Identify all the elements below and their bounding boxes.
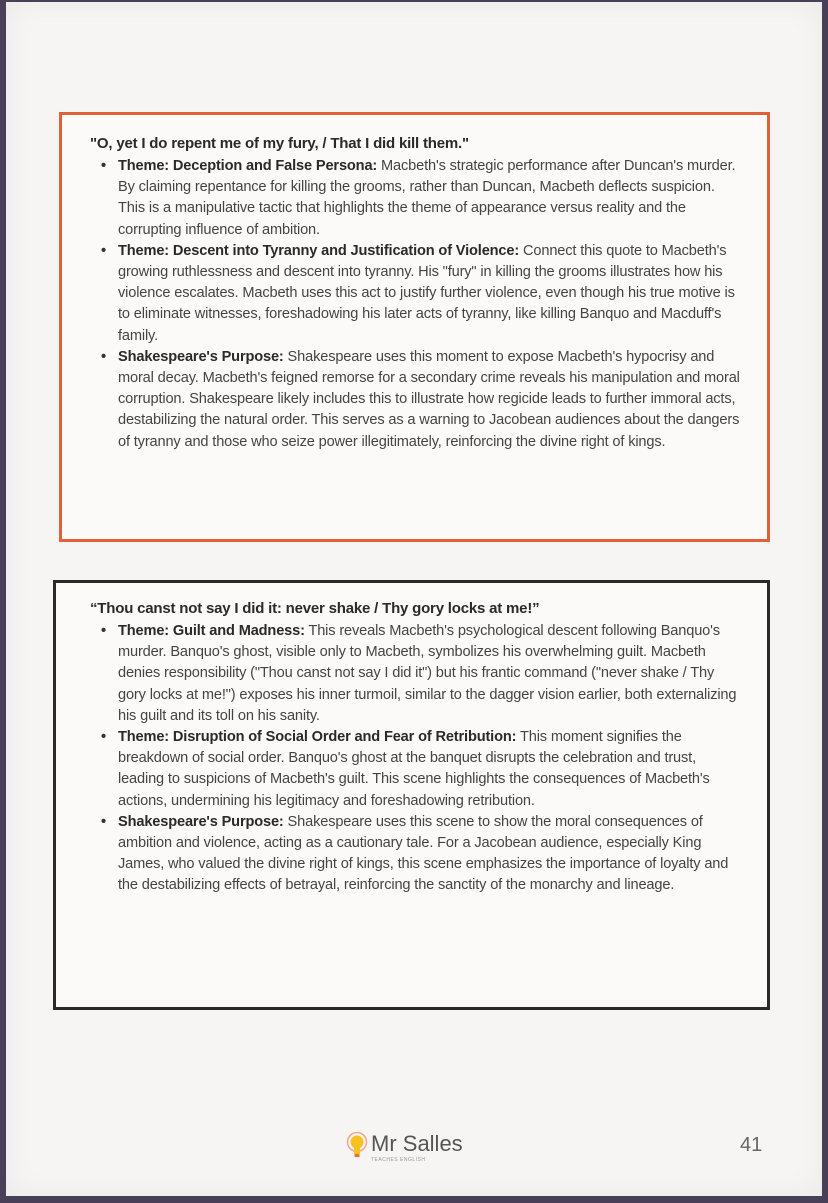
lightbulb-icon xyxy=(346,1132,368,1160)
brand-tagline: TEACHES ENGLISH xyxy=(371,1157,426,1163)
document-page xyxy=(6,2,822,1196)
point-label: Theme: Descent into Tyranny and Justification of Violence: xyxy=(118,242,520,259)
quote-analysis-box-2 xyxy=(53,580,770,1010)
analysis-point xyxy=(118,727,745,812)
page-number: 41 xyxy=(740,1134,763,1156)
analysis-point xyxy=(118,621,745,727)
point-text: Connect this quote to Macbeth's growing ruthlessness and descent into tyranny. His "fury" in killing the grooms illustrates how his violence escalates. Macbeth uses this act to justify further violence, even though his true motive is to eliminate witnesses, foreshadowing his later acts of tyranny, like killing Banquo and Macduff's family. xyxy=(118,242,735,344)
analysis-point xyxy=(118,156,745,241)
quote-analysis-box-1 xyxy=(59,112,770,542)
point-text: This moment signifies the breakdown of social order. Banquo's ghost at the banquet disrupts the celebration and trust, leading to suspicions of Macbeth's guilt. This scene highlights the consequences of Macbeth's actions, undermining his legitimacy and foreshadowing retribution. xyxy=(118,729,710,809)
point-text: Shakespeare uses this moment to expose Macbeth's hypocrisy and moral decay. Macbeth's feigned remorse for a secondary crime reveals his manipulation and moral corruption. Shakespeare likely includes this to illustrate how regicide leads to further immoral acts, destabilizing the natural order. This serves as a warning to Jacobean audiences about the dangers of tyranny and those who seize power illegitimately, reinforcing the divine right of kings. xyxy=(118,348,740,450)
point-label: Theme: Disruption of Social Order and Fear of Retribution: xyxy=(118,729,517,746)
point-text: Macbeth's strategic performance after Duncan's murder. By claiming repentance for killing the grooms, rather than Duncan, Macbeth deflects suspicion. This is a manipulative tactic that highlights the theme of appearance versus reality and the corrupting influence of ambition. xyxy=(118,158,736,238)
point-label: Theme: Guilt and Madness: xyxy=(118,623,305,639)
analysis-point xyxy=(118,812,745,897)
point-text: This reveals Macbeth's psychological descent following Banquo's murder. Banquo's ghost, visible only to Macbeth, symbolizes his overwhelming guilt. Macbeth denies responsibility ("Thou canst not say I did it") but his frantic command ("never shake / Thy gory locks at me!") exposes his inner turmoil, similar to the dagger vision earlier, both externalizing his guilt and its toll on his sanity. xyxy=(118,623,737,724)
analysis-point xyxy=(118,347,745,453)
quote-text: "O, yet I do repent me of my fury, / That I did kill them." xyxy=(90,135,469,152)
brand-logo xyxy=(346,1132,463,1163)
analysis-list xyxy=(90,156,745,453)
quote-text: “Thou canst not say I did it: never shake / Thy gory locks at me!” xyxy=(90,600,540,617)
analysis-list xyxy=(90,621,745,897)
point-label: Theme: Deception and False Persona: xyxy=(118,158,378,174)
point-label: Shakespeare's Purpose: xyxy=(118,813,284,830)
point-label: Shakespeare's Purpose: xyxy=(118,348,284,365)
brand-name: Mr Salles xyxy=(371,1131,463,1156)
analysis-point xyxy=(118,241,745,347)
point-text: Shakespeare uses this scene to show the moral consequences of ambition and violence, acting as a cautionary tale. For a Jacobean audience, especially King James, who valued the divine right of kings, this scene emphasizes the importance of loyalty and the destabilizing effects of betrayal, reinforcing the sanctity of the monarchy and lineage. xyxy=(118,813,729,894)
